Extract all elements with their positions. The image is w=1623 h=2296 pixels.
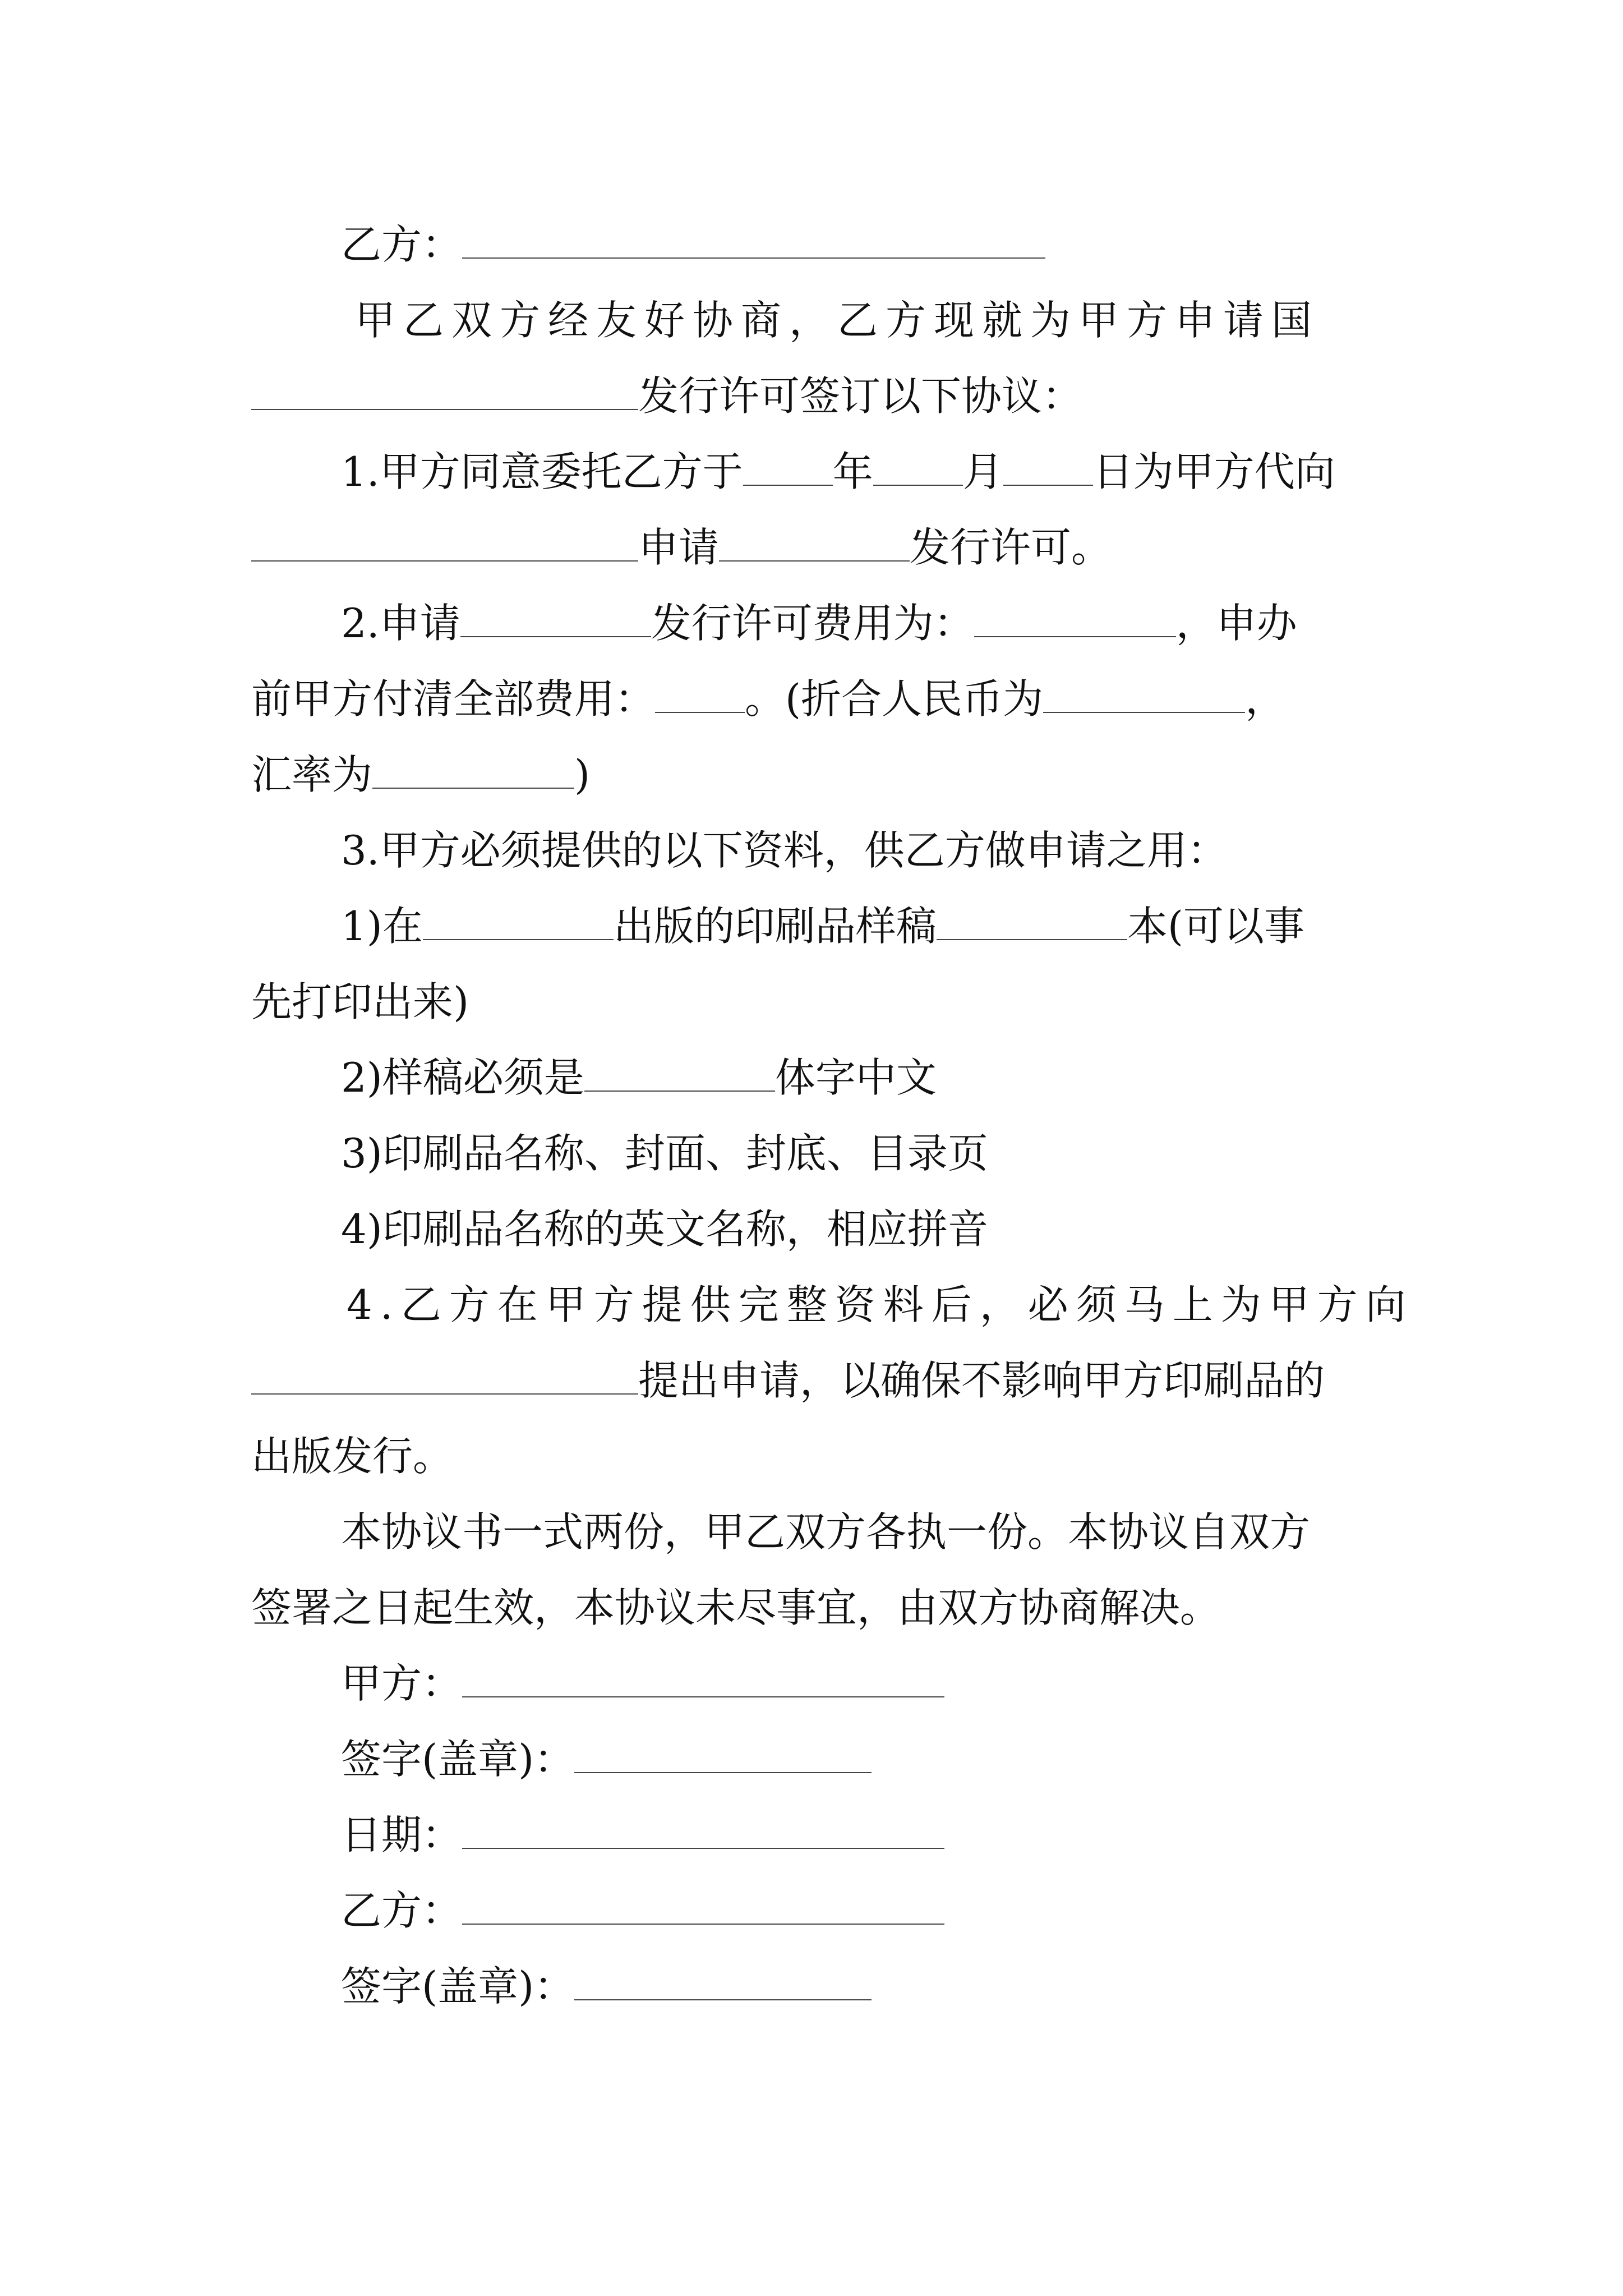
fee-blank <box>974 592 1176 637</box>
clause-1-text-b: 日为甲方代向 <box>1092 448 1335 495</box>
clause-4-line-1 <box>251 1273 1468 1336</box>
clause-4-text-c: 出版发行。 <box>251 1433 454 1480</box>
license-region-blank <box>460 592 651 637</box>
party-b-line <box>251 1879 1463 1942</box>
clause-2-text-h: ) <box>574 751 591 798</box>
payment-blank <box>655 668 745 713</box>
item-4-line <box>251 1198 1463 1260</box>
submit-authority-blank <box>251 1350 638 1395</box>
clause-2-text-d: 前甲方付清全部费用： <box>251 675 656 723</box>
clause-4-text-a: 4.乙方在甲方提供完整资料后，必须马上为甲方向 <box>347 1281 1414 1328</box>
clause-1-license: 发行许可。 <box>910 524 1112 571</box>
date-label: 日期： <box>341 1811 463 1858</box>
party-b-blank <box>462 1880 944 1925</box>
clause-2-text-c: ，申办 <box>1175 600 1297 647</box>
closing-text-2: 签署之日起生效，本协议未尽事宜，由双方协商解决。 <box>251 1584 1221 1631</box>
clause-2-line-3 <box>251 743 1373 806</box>
clause-4-text-b: 提出申请，以确保不影响甲方印刷品的 <box>638 1357 1325 1404</box>
sign-seal-b-label: 签字(盖章)： <box>341 1963 575 2010</box>
date-blank <box>462 1804 944 1849</box>
item-1-text-c: 本(可以事 <box>1127 903 1305 950</box>
clause-4-line-2 <box>251 1349 1373 1412</box>
sign-seal-a-label: 签字(盖章)： <box>341 1736 575 1783</box>
day-blank <box>1003 441 1093 486</box>
exchange-rate-blank <box>372 744 574 789</box>
clause-2-text-e: 。(折合人民币为 <box>745 675 1044 723</box>
item-2-text-a: 2)样稿必须是 <box>341 1054 584 1101</box>
year-label: 年 <box>832 448 873 495</box>
party-a-line <box>251 1652 1463 1715</box>
item-1-line-1 <box>251 895 1463 958</box>
sign-seal-a-blank <box>574 1728 872 1773</box>
clause-3-line <box>251 819 1463 882</box>
party-b-top-label: 乙方： <box>341 221 463 268</box>
item-1-line-2 <box>251 970 1373 1033</box>
party-a-blank <box>462 1653 944 1697</box>
month-label: 月 <box>962 448 1003 495</box>
intro-text-1: 甲乙双方经友好协商，乙方现就为甲方申请国 <box>355 297 1320 344</box>
party-b-top-blank <box>462 214 1045 259</box>
clause-3-text: 3.甲方必须提供的以下资料，供乙方做申请之用： <box>341 827 1228 874</box>
clause-1-line-2 <box>251 516 1373 579</box>
sign-seal-b-line <box>251 1955 1463 2018</box>
party-b-top-line <box>251 213 1463 276</box>
closing-line-2 <box>251 1576 1373 1639</box>
item-1-text-a: 1)在 <box>341 903 423 950</box>
intro-text-2: 发行许可签订以下协议： <box>638 372 1083 420</box>
sign-seal-a-line <box>251 1728 1463 1791</box>
clause-2-text-g: 汇率为 <box>251 751 373 798</box>
clause-2-line-1 <box>251 592 1463 655</box>
item-3-text: 3)印刷品名称、封面、封底、目录页 <box>341 1130 988 1177</box>
item-1-text-b: 出版的印刷品样稿 <box>613 903 937 950</box>
month-blank <box>873 441 963 486</box>
intro-line-2 <box>251 365 1373 427</box>
item-4-text: 4)印刷品名称的英文名称，相应拼音 <box>341 1205 988 1253</box>
sign-seal-b-blank <box>574 1955 872 2000</box>
party-b-label: 乙方： <box>341 1887 463 1934</box>
clause-4-line-3 <box>251 1425 1373 1488</box>
sample-count-blank <box>937 895 1127 940</box>
rmb-blank <box>1043 668 1245 713</box>
country-blank <box>251 365 638 410</box>
clause-1-apply: 申请 <box>638 524 720 571</box>
intro-line-1 <box>251 289 1477 352</box>
item-1-text-d: 先打印出来) <box>251 978 469 1025</box>
authority-blank <box>251 517 638 562</box>
party-a-label: 甲方： <box>341 1660 463 1707</box>
item-2-line <box>251 1046 1463 1109</box>
closing-text-1: 本协议书一式两份，甲乙双方各执一份。本协议自双方 <box>341 1508 1311 1556</box>
script-type-blank <box>584 1047 775 1092</box>
clause-2-line-2 <box>251 668 1373 730</box>
closing-line-1 <box>251 1501 1463 1563</box>
item-2-text-b: 体字中文 <box>774 1054 937 1101</box>
clause-1-line-1 <box>251 440 1463 503</box>
date-line <box>251 1803 1463 1866</box>
item-3-line <box>251 1122 1463 1185</box>
clause-2-text-b: 发行许可费用为： <box>651 600 974 647</box>
clause-2-text-f: ， <box>1245 675 1286 723</box>
clause-2-text-a: 2.申请 <box>341 600 460 647</box>
clause-1-text-a: 1.甲方同意委托乙方于 <box>341 448 743 495</box>
publish-place-blank <box>423 895 614 940</box>
year-blank <box>743 441 833 486</box>
region-blank <box>719 517 910 562</box>
